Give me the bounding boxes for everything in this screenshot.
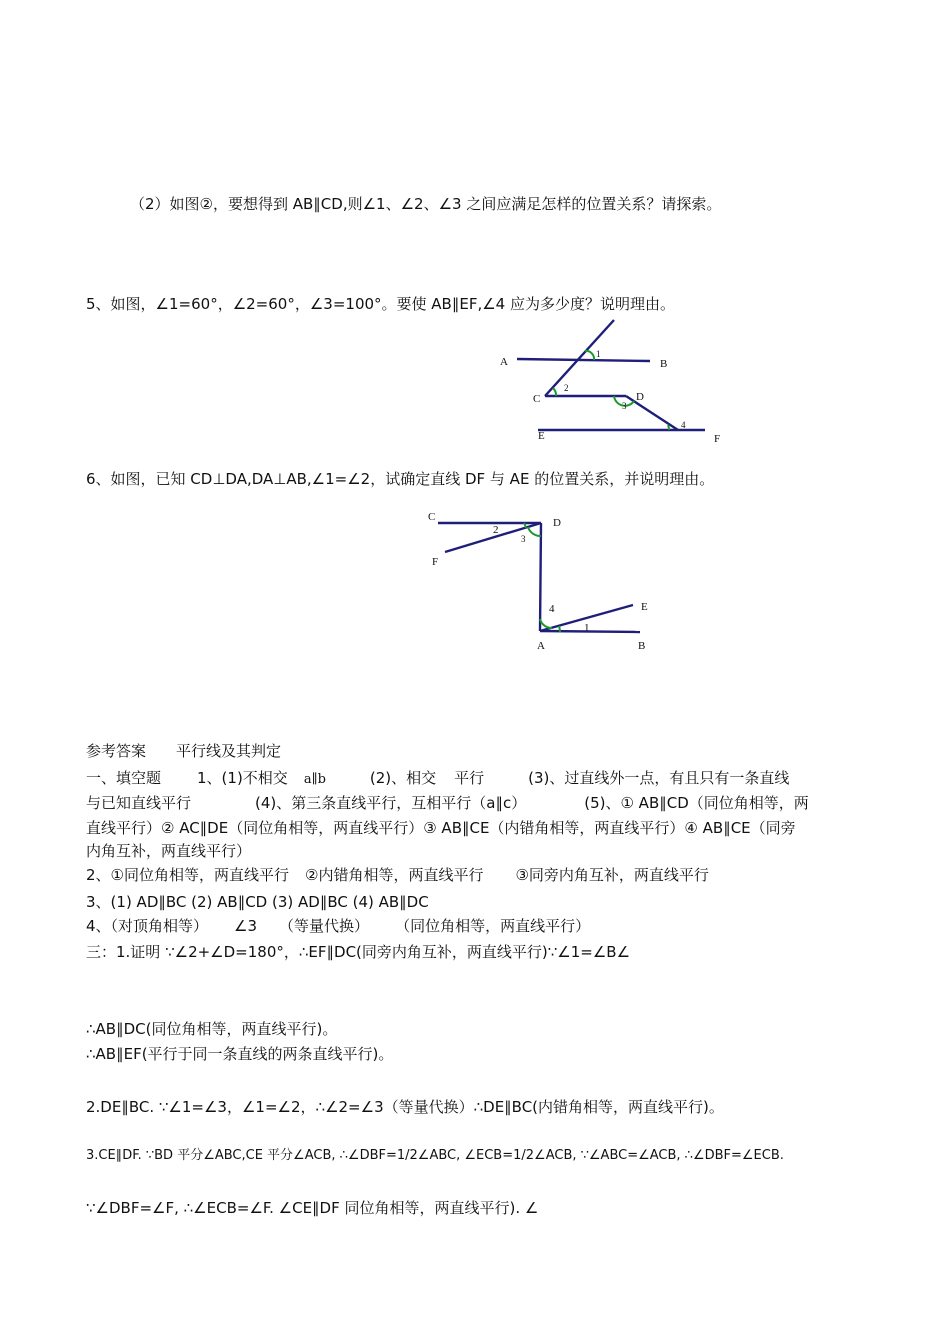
answer-line-5 xyxy=(86,864,709,886)
figure-q5-lines xyxy=(517,320,705,430)
angle-label-4: 4 xyxy=(549,603,555,615)
answer-line-3: 直线平行）② AC∥DE（同位角相等，两直线平行）③ AB∥CE（内错角相等，两直线平行）④ AB∥CE（同旁 xyxy=(86,819,796,837)
angle-arc-2 xyxy=(553,388,556,396)
answer-1-3-cont: 与已知直线平行 xyxy=(86,794,192,812)
answer-line-2 xyxy=(86,792,809,814)
answer-4-1: 4、（对顶角相等） xyxy=(86,917,209,935)
answer-line-1 xyxy=(86,767,789,791)
label-a: A xyxy=(500,356,508,368)
answer-2-2: ②内错角相等，两直线平行 xyxy=(305,866,484,884)
label-f: F xyxy=(432,556,439,568)
angle-label-3: 3 xyxy=(622,401,627,411)
answer-line-12: 3.CE∥DF. ∵BD 平分∠ABC,CE 平分∠ACB, ∴∠DBF=1/2∠ABC, ∠ECB=1/2∠ACB, ∵∠ABC=∠ACB, ∴∠DBF=∠ECB. xyxy=(86,1148,784,1163)
label-d: D xyxy=(553,517,561,529)
answer-1-2-value: 平行 xyxy=(454,769,485,787)
line-da xyxy=(540,523,541,631)
answer-line-8: 三：1.证明 ∵∠2+∠D=180°，∴EF∥DC(同旁内角互补，两直线平行)∵∠1=∠B∠ xyxy=(86,943,631,961)
answers-title: 参考答案 xyxy=(86,742,147,760)
answer-line-13: ∵∠DBF=∠F, ∴∠ECB=∠F. ∠CE∥DF 同位角相等，两直线平行). ∠ xyxy=(86,1199,539,1217)
line-ab xyxy=(540,631,640,632)
figure-q5-angle-arcs xyxy=(553,351,669,430)
label-b: B xyxy=(660,358,668,370)
answer-1-3: (3)、过直线外一点，有且只有一条直线 xyxy=(528,769,790,787)
answer-1-1-value: a∥b xyxy=(303,772,326,787)
angle-label-4: 4 xyxy=(681,420,686,430)
angle-label-3: 3 xyxy=(521,534,526,544)
answer-1-1: 1、(1)不相交 xyxy=(197,769,288,787)
label-e: E xyxy=(538,430,545,442)
transversal-line xyxy=(545,320,614,396)
figure-q6 xyxy=(420,505,660,655)
label-a: A xyxy=(537,640,545,652)
answer-2-1: 2、①同位角相等，两直线平行 xyxy=(86,866,289,884)
answer-2-3: ③同旁内角互补，两直线平行 xyxy=(515,866,709,884)
label-c: C xyxy=(533,393,541,405)
question-6: 6、如图，已知 CD⊥DA,DA⊥AB,∠1=∠2，试确定直线 DF 与 AE 的位置关系，并说明理由。 xyxy=(86,470,715,488)
angle-arc-4 xyxy=(668,425,669,430)
angle-label-2: 2 xyxy=(564,383,569,393)
answer-4-2: ∠3 xyxy=(234,917,258,935)
angle-label-2: 2 xyxy=(493,524,499,536)
answer-line-10: ∴AB∥EF(平行于同一条直线的两条直线平行)。 xyxy=(86,1045,394,1063)
angle-label-1: 1 xyxy=(596,349,601,359)
line-ab xyxy=(517,359,650,361)
figure-q5 xyxy=(490,315,740,450)
answer-line-7 xyxy=(86,915,590,937)
figure-q6-lines xyxy=(438,523,640,632)
label-e: E xyxy=(641,601,648,613)
answers-heading xyxy=(86,740,281,762)
answer-line-4: 内角互补，两直线平行） xyxy=(86,842,252,860)
label-c: C xyxy=(428,511,436,523)
answers-subtitle: 平行线及其判定 xyxy=(176,742,282,760)
question-4-2: （2）如图②，要想得到 AB∥CD,则∠1、∠2、∠3 之间应满足怎样的位置关系？请探索。 xyxy=(130,195,722,213)
label-d: D xyxy=(636,391,644,403)
label-b: B xyxy=(638,640,646,652)
answer-section-fill: 一、填空题 xyxy=(86,769,162,787)
answer-1-2: (2)、相交 xyxy=(369,769,437,787)
angle-label-1: 1 xyxy=(584,622,590,634)
question-5: 5、如图，∠1=60°，∠2=60°，∠3=100°。要使 AB∥EF,∠4 应为多少度？说明理由。 xyxy=(86,295,675,313)
angle-arc-1 xyxy=(585,351,594,360)
answer-line-6: 3、(1) AD∥BC (2) AB∥CD (3) AD∥BC (4) AB∥DC xyxy=(86,893,429,911)
answer-4-4: （同位角相等，两直线平行） xyxy=(395,917,591,935)
label-f: F xyxy=(714,433,721,445)
angle-arc-4 xyxy=(540,619,552,628)
answer-line-9: ∴AB∥DC(同位角相等，两直线平行)。 xyxy=(86,1020,338,1038)
answer-1-4: (4)、第三条直线平行，互相平行（a∥c） xyxy=(255,794,527,812)
answer-1-5: (5)、① AB∥CD（同位角相等，两 xyxy=(584,794,809,812)
angle-arc-1 xyxy=(559,626,560,632)
answer-4-3: （等量代换） xyxy=(279,917,370,935)
answer-line-11: 2.DE∥BC. ∵∠1=∠3，∠1=∠2，∴∠2=∠3（等量代换）∴DE∥BC(内错角相等，两直线平行)。 xyxy=(86,1098,724,1116)
angle-arc-3 xyxy=(528,527,541,536)
